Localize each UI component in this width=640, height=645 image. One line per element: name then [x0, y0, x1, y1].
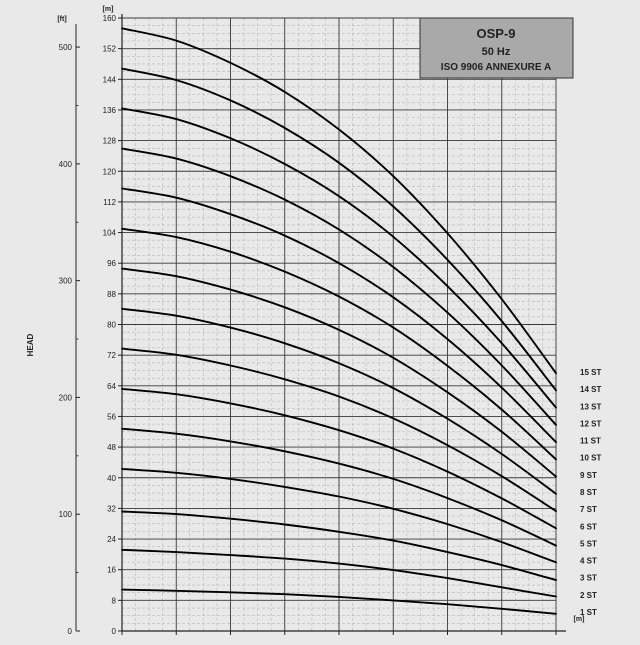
series-label-4: 4 ST: [580, 556, 597, 566]
y-tick-label-feet: 200: [58, 393, 72, 403]
y-tick-label-meters: 0: [111, 627, 116, 636]
series-label-7: 7 ST: [580, 505, 597, 515]
series-label-1: 1 ST: [580, 608, 597, 617]
y-tick-label-meters: 56: [107, 412, 116, 422]
chart-subtitle-frequency: 50 Hz: [481, 46, 511, 58]
y-tick-label-feet: 300: [58, 276, 72, 286]
y-tick-label-feet: 100: [58, 510, 72, 520]
y-tick-label-meters: 24: [107, 535, 116, 545]
series-label-5: 5 ST: [580, 539, 597, 549]
y-unit-meters: [m]: [102, 6, 114, 13]
y-tick-label-meters: 40: [107, 473, 116, 483]
series-label-13: 13 ST: [580, 402, 602, 412]
series-label-9: 9 ST: [580, 470, 597, 480]
y-tick-label-meters: 144: [102, 75, 116, 85]
y-tick-label-feet: 500: [58, 43, 72, 53]
chart-subtitle-standard: ISO 9906 ANNEXURE A: [440, 62, 552, 73]
y-tick-label-feet: 400: [58, 159, 72, 169]
series-label-12: 12 ST: [580, 419, 602, 429]
y-tick-label-meters: 8: [111, 596, 116, 606]
y-tick-label-meters: 136: [102, 105, 116, 115]
y-tick-label-meters: 80: [107, 320, 116, 330]
y-tick-label-meters: 72: [107, 351, 116, 361]
y-tick-label-meters: 48: [107, 443, 116, 453]
y-axis-title: HEAD: [26, 333, 35, 357]
series-label-15: 15 ST: [580, 368, 602, 377]
series-label-11: 11 ST: [580, 436, 601, 446]
y-tick-label-meters: 64: [107, 381, 116, 391]
y-tick-label-meters: 128: [102, 136, 116, 146]
y-tick-label-feet: 0: [67, 627, 72, 636]
y-tick-label-meters: 32: [107, 504, 116, 514]
y-tick-label-meters: 160: [102, 14, 116, 23]
y-tick-label-meters: 112: [103, 197, 116, 207]
series-label-10: 10 ST: [580, 453, 602, 463]
series-label-3: 3 ST: [580, 573, 597, 583]
y-tick-label-meters: 120: [102, 167, 116, 177]
y-unit-feet: [ft]: [57, 16, 67, 23]
y-tick-label-meters: 16: [107, 565, 116, 575]
info-box: [420, 18, 573, 78]
y-tick-label-meters: 152: [102, 44, 116, 54]
y-tick-label-meters: 88: [107, 289, 116, 299]
series-label-14: 14 ST: [580, 385, 602, 395]
chart-title: OSP-9: [476, 26, 516, 41]
series-label-2: 2 ST: [580, 590, 597, 600]
series-label-8: 8 ST: [580, 488, 597, 497]
y-tick-label-meters: 96: [107, 259, 116, 269]
series-label-6: 6 ST: [580, 522, 597, 532]
y-tick-label-meters: 104: [102, 228, 116, 238]
x-unit-meters: [m]: [573, 616, 585, 623]
